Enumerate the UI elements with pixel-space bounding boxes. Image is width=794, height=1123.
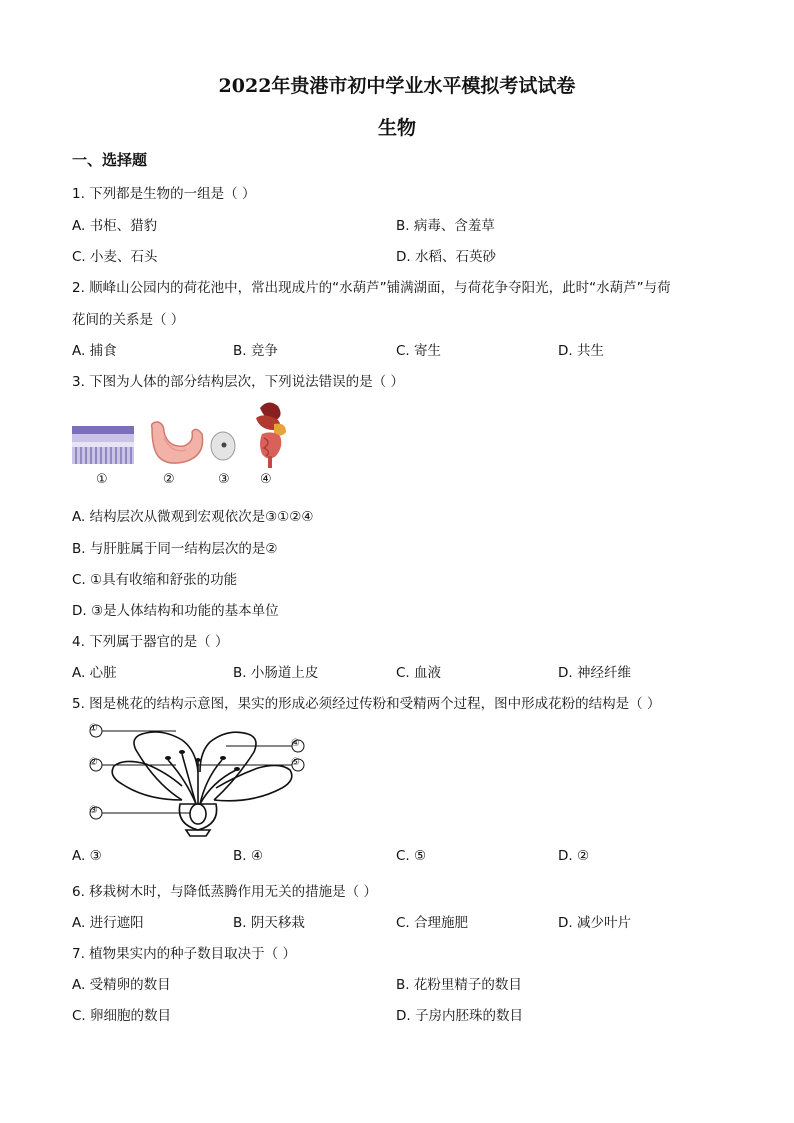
question-4-option-a[interactable]: A. 心脏: [72, 665, 117, 681]
epithelial-tissue-image: [72, 426, 134, 464]
question-1-option-c[interactable]: C. 小麦、石头: [72, 249, 158, 265]
question-6-option-d[interactable]: D. 减少叶片: [558, 915, 631, 931]
peach-flower-structure-figure: [86, 720, 316, 838]
question-6-option-b[interactable]: B. 阴天移栽: [233, 915, 305, 931]
question-7-stem: 7. 植物果实内的种子数目取决于（ ）: [72, 946, 296, 962]
question-7-option-a[interactable]: A. 受精卵的数目: [72, 977, 171, 993]
question-6-option-c[interactable]: C. 合理施肥: [396, 915, 469, 931]
figure-label-2: ②: [163, 472, 175, 487]
question-1-option-d[interactable]: D. 水稻、石英砂: [396, 249, 496, 265]
question-2-stem-line-1: 2. 顺峰山公园内的荷花池中，常出现成片的“水葫芦”铺满湖面，与荷花争夺阳光，此时“水葫芦”与荷: [72, 280, 671, 296]
question-3-option-b[interactable]: B. 与肝脏属于同一结构层次的是②: [72, 541, 278, 557]
flower-label-1: ①: [89, 723, 98, 734]
question-2-option-b[interactable]: B. 竞争: [233, 343, 278, 359]
question-1-option-b[interactable]: B. 病毒、含羞草: [396, 218, 495, 234]
question-2-option-d[interactable]: D. 共生: [558, 343, 604, 359]
figure-label-1: ①: [96, 472, 108, 487]
question-1-option-a[interactable]: A. 书柜、猎豹: [72, 218, 158, 234]
question-2-option-a[interactable]: A. 捕食: [72, 343, 117, 359]
question-6-option-a[interactable]: A. 进行遮阳: [72, 915, 144, 931]
question-5-option-b[interactable]: B. ④: [233, 848, 263, 864]
question-4-option-c[interactable]: C. 血液: [396, 665, 442, 681]
question-5-option-a[interactable]: A. ③: [72, 848, 102, 864]
exam-title: 2022年贵港市初中学业水平模拟考试试卷: [218, 75, 576, 97]
question-6-stem: 6. 移栽树木时，与降低蒸腾作用无关的措施是（ ）: [72, 884, 377, 900]
question-3-option-d[interactable]: D. ③是人体结构和功能的基本单位: [72, 603, 279, 619]
question-5-option-c[interactable]: C. ⑤: [396, 848, 427, 864]
flower-label-3: ③: [89, 805, 98, 816]
question-3-option-a[interactable]: A. 结构层次从微观到宏观依次是③①②④: [72, 509, 314, 525]
digestive-system-image: [256, 402, 286, 468]
section-title: 一、选择题: [72, 151, 148, 169]
figure-label-4: ④: [260, 472, 272, 487]
question-1-stem: 1. 下列都是生物的一组是（ ）: [72, 186, 256, 202]
question-7-option-c[interactable]: C. 卵细胞的数目: [72, 1008, 172, 1024]
question-4-option-d[interactable]: D. 神经纤维: [558, 665, 631, 681]
exam-subject: 生物: [377, 117, 416, 139]
question-5-option-d[interactable]: D. ②: [558, 848, 590, 864]
cell-image: [211, 432, 235, 460]
flower-label-2: ②: [89, 757, 98, 768]
question-3-option-c[interactable]: C. ①具有收缩和舒张的功能: [72, 572, 238, 588]
question-2-option-c[interactable]: C. 寄生: [396, 343, 442, 359]
flower-label-4: ④: [291, 738, 300, 749]
human-structure-levels-figure: [72, 398, 312, 476]
question-5-stem: 5. 图是桃花的结构示意图，果实的形成必须经过传粉和受精两个过程，图中形成花粉的结构是（ ）: [72, 696, 661, 712]
question-7-option-d[interactable]: D. 子房内胚珠的数目: [396, 1008, 523, 1024]
flower-label-5: ⑤: [291, 757, 300, 768]
stomach-image: [152, 422, 203, 463]
question-4-stem: 4. 下列属于器官的是（ ）: [72, 634, 229, 650]
question-2-stem-line-2: 花间的关系是（ ）: [72, 312, 185, 328]
question-7-option-b[interactable]: B. 花粉里精子的数目: [396, 977, 522, 993]
question-3-stem: 3. 下图为人体的部分结构层次，下列说法错误的是（ ）: [72, 374, 404, 390]
question-4-option-b[interactable]: B. 小肠道上皮: [233, 665, 319, 681]
figure-label-3: ③: [218, 472, 230, 487]
